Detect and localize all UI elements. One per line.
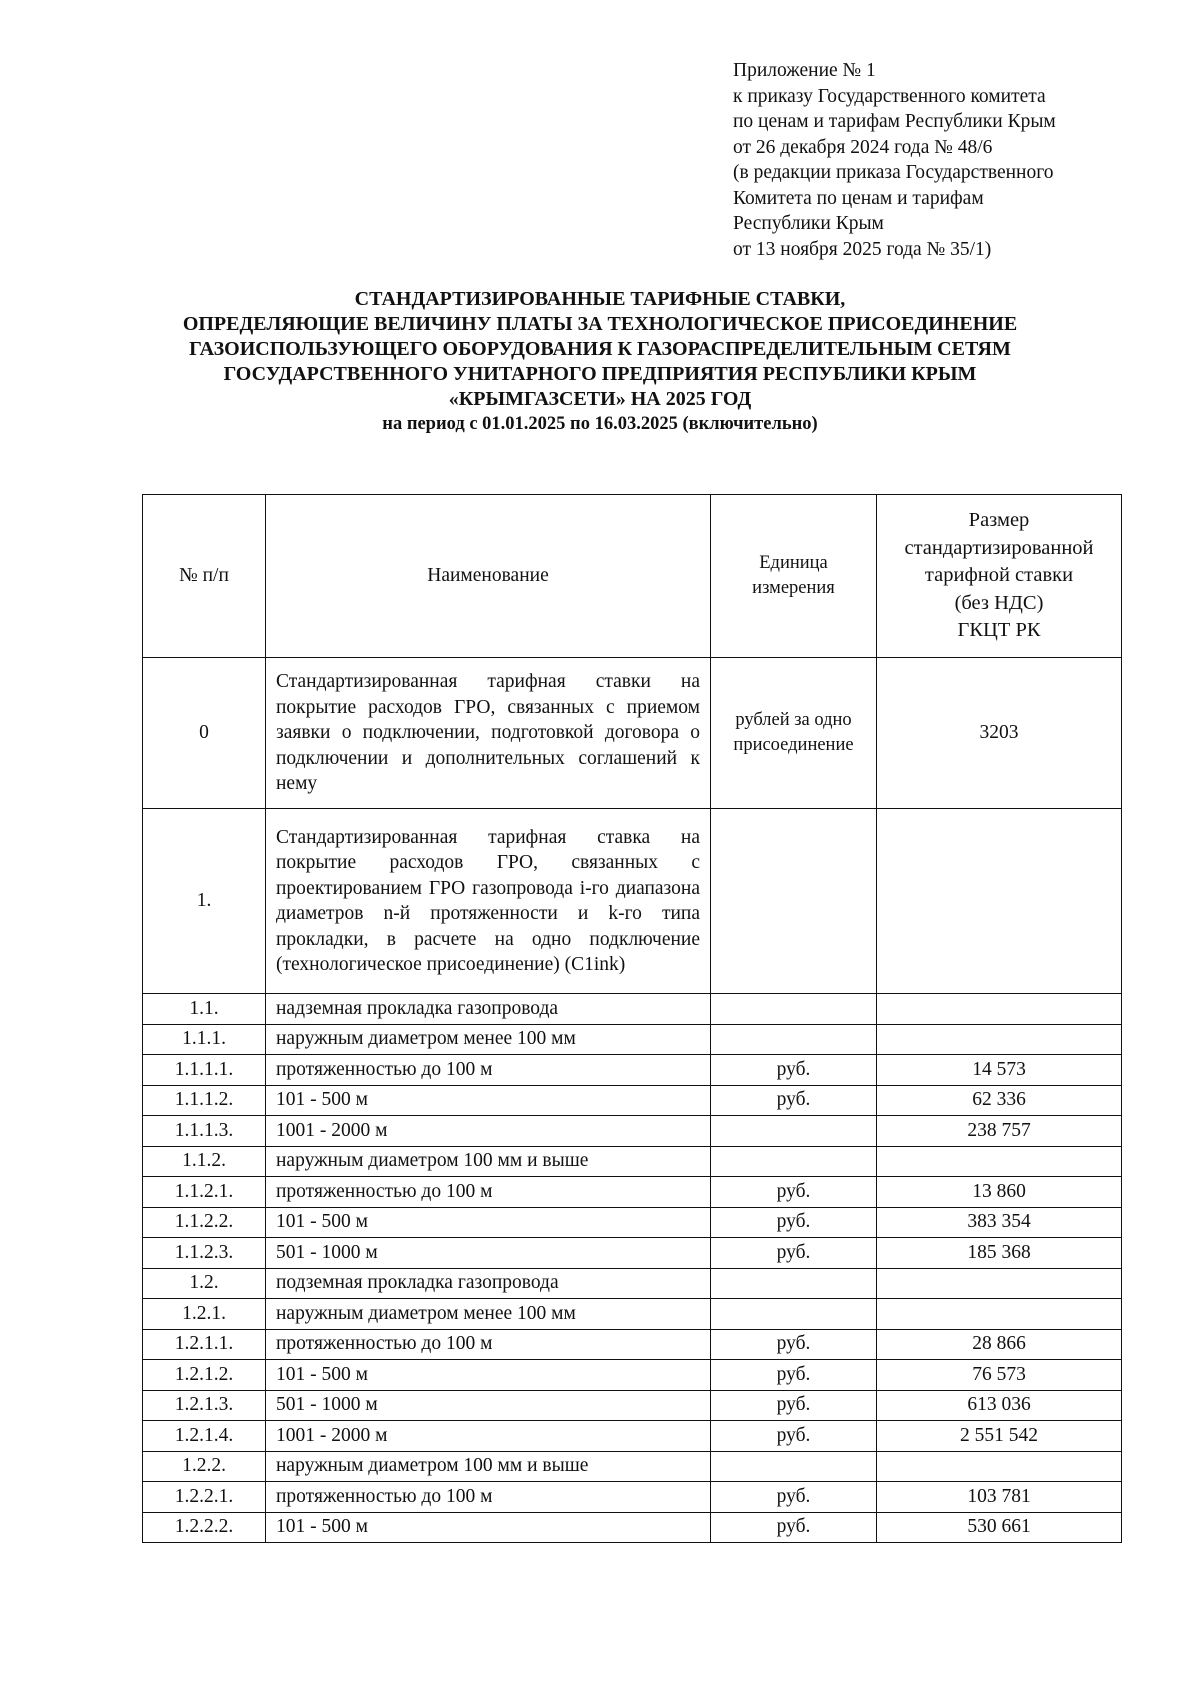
table-row bbox=[143, 1390, 1122, 1421]
appendix-header-line: к приказу Государственного комитета bbox=[733, 85, 1046, 107]
table-row bbox=[143, 1421, 1122, 1452]
row-num: 1.1.1.3. bbox=[143, 1116, 266, 1147]
row-value: 613 036 bbox=[877, 1390, 1122, 1421]
row-num: 1.1. bbox=[143, 994, 266, 1025]
row-unit bbox=[711, 1451, 877, 1482]
table-row bbox=[143, 1360, 1122, 1391]
table-row bbox=[143, 1238, 1122, 1269]
row-value: 62 336 bbox=[877, 1085, 1122, 1116]
title-line: СТАНДАРТИЗИРОВАННЫЕ ТАРИФНЫЕ СТАВКИ, bbox=[354, 288, 846, 310]
row-unit bbox=[711, 658, 877, 809]
row-name: протяженностью до 100 м bbox=[266, 1177, 711, 1208]
row-name: 101 - 500 м bbox=[266, 1360, 711, 1391]
row-value: 238 757 bbox=[877, 1116, 1122, 1147]
row-unit bbox=[711, 1299, 877, 1330]
document-title bbox=[0, 287, 1200, 436]
appendix-header-line: от 26 декабря 2024 года № 48/6 bbox=[733, 136, 993, 158]
row-unit bbox=[711, 1146, 877, 1177]
appendix-header-line: Приложение № 1 bbox=[733, 60, 876, 81]
table-row bbox=[143, 994, 1122, 1025]
row-name: 501 - 1000 м bbox=[266, 1238, 711, 1269]
row-unit: руб. bbox=[711, 1329, 877, 1360]
row-name: 101 - 500 м bbox=[266, 1512, 711, 1543]
row-value bbox=[877, 1299, 1122, 1330]
row-unit bbox=[711, 809, 877, 994]
table-header-row bbox=[143, 495, 1122, 658]
appendix-header bbox=[733, 58, 1173, 262]
row-name: подземная прокладка газопровода bbox=[266, 1268, 711, 1299]
row-num: 1.1.1.1. bbox=[143, 1055, 266, 1086]
header-rate-line: (без НДС) bbox=[954, 591, 1044, 614]
header-unit-line: измерения bbox=[752, 578, 835, 598]
row-unit: руб. bbox=[711, 1512, 877, 1543]
header-rate-line: ГКЦТ РК bbox=[957, 619, 1041, 642]
row-unit: руб. bbox=[711, 1390, 877, 1421]
row-name: 501 - 1000 м bbox=[266, 1390, 711, 1421]
row-name: Стандартизированная тарифная ставки на покрытие расходов ГРО, связанных с приемом заявки о подключении, подготовкой договора о подключении и дополнительных соглашений к нему bbox=[266, 658, 711, 809]
row-unit: руб. bbox=[711, 1177, 877, 1208]
tariff-table bbox=[142, 494, 1122, 1543]
row-value bbox=[877, 1268, 1122, 1299]
title-line: ГОСУДАРСТВЕННОГО УНИТАРНОГО ПРЕДПРИЯТИЯ РЕСПУБЛИКИ КРЫМ bbox=[223, 363, 977, 385]
header-unit-line: Единица bbox=[759, 553, 828, 573]
header-rate bbox=[877, 495, 1122, 658]
row-num: 1.2. bbox=[143, 1268, 266, 1299]
title-line: ОПРЕДЕЛЯЮЩИЕ ВЕЛИЧИНУ ПЛАТЫ ЗА ТЕХНОЛОГИЧЕСКОЕ ПРИСОЕДИНЕНИЕ bbox=[182, 313, 1018, 335]
table-row bbox=[143, 1177, 1122, 1208]
row-name: протяженностью до 100 м bbox=[266, 1482, 711, 1513]
row-num: 1.2.2.2. bbox=[143, 1512, 266, 1543]
row-num: 1.2.2. bbox=[143, 1451, 266, 1482]
appendix-header-line: Республики Крым bbox=[733, 213, 884, 234]
row-num: 1.1.2.1. bbox=[143, 1177, 266, 1208]
row-unit bbox=[711, 994, 877, 1025]
table-row bbox=[143, 1024, 1122, 1055]
row-value: 185 368 bbox=[877, 1238, 1122, 1269]
row-unit: руб. bbox=[711, 1482, 877, 1513]
header-rate-line: тарифной ставки bbox=[924, 564, 1074, 587]
row-num: 1.2.1.2. bbox=[143, 1360, 266, 1391]
row-unit: руб. bbox=[711, 1360, 877, 1391]
header-num: № п/п bbox=[143, 495, 266, 658]
table-row bbox=[143, 1146, 1122, 1177]
row-name: 101 - 500 м bbox=[266, 1207, 711, 1238]
row-name: наружным диаметром менее 100 мм bbox=[266, 1024, 711, 1055]
table-row bbox=[143, 1085, 1122, 1116]
row-unit: руб. bbox=[711, 1055, 877, 1086]
row-num: 1. bbox=[143, 809, 266, 994]
row-num: 0 bbox=[143, 658, 266, 809]
appendix-header-line: от 13 ноября 2025 года № 35/1) bbox=[733, 238, 992, 260]
row-unit bbox=[711, 1024, 877, 1055]
table-row bbox=[143, 1055, 1122, 1086]
row-name: Стандартизированная тарифная ставка на покрытие расходов ГРО, связанных с проектированием ГРО газопровода i-го диапазона диаметров n-й протяженности и k-го типа прокладки, в расчете на одно подключение (технологическое присоединение) (C1ink) bbox=[266, 809, 711, 994]
table-row bbox=[143, 1451, 1122, 1482]
row-value bbox=[877, 1024, 1122, 1055]
row-value bbox=[877, 809, 1122, 994]
table-row bbox=[143, 1329, 1122, 1360]
row-name: протяженностью до 100 м bbox=[266, 1055, 711, 1086]
row-num: 1.1.2.3. bbox=[143, 1238, 266, 1269]
row-name: наружным диаметром 100 мм и выше bbox=[266, 1146, 711, 1177]
row-value: 76 573 bbox=[877, 1360, 1122, 1391]
row-num: 1.1.2. bbox=[143, 1146, 266, 1177]
row-value: 383 354 bbox=[877, 1207, 1122, 1238]
table-row bbox=[143, 809, 1122, 994]
row-unit-line: рублей за одно bbox=[735, 710, 852, 730]
row-unit: руб. bbox=[711, 1085, 877, 1116]
table-row bbox=[143, 658, 1122, 809]
table-row bbox=[143, 1482, 1122, 1513]
row-unit: руб. bbox=[711, 1421, 877, 1452]
row-num: 1.2.1. bbox=[143, 1299, 266, 1330]
table-row bbox=[143, 1512, 1122, 1543]
row-value: 2 551 542 bbox=[877, 1421, 1122, 1452]
row-value: 14 573 bbox=[877, 1055, 1122, 1086]
table-row bbox=[143, 1207, 1122, 1238]
appendix-header-line: Комитета по ценам и тарифам bbox=[733, 187, 984, 209]
row-unit-line: присоединение bbox=[733, 735, 854, 755]
table-row bbox=[143, 1299, 1122, 1330]
row-unit: руб. bbox=[711, 1207, 877, 1238]
table-row bbox=[143, 1116, 1122, 1147]
row-name: наружным диаметром 100 мм и выше bbox=[266, 1451, 711, 1482]
row-num: 1.2.1.4. bbox=[143, 1421, 266, 1452]
appendix-header-line: (в редакции приказа Государственного bbox=[733, 162, 1054, 183]
row-name: 1001 - 2000 м bbox=[266, 1421, 711, 1452]
table-row bbox=[143, 1268, 1122, 1299]
row-num: 1.2.2.1. bbox=[143, 1482, 266, 1513]
row-num: 1.1.1.2. bbox=[143, 1085, 266, 1116]
title-line: ГАЗОИСПОЛЬЗУЮЩЕГО ОБОРУДОВАНИЯ К ГАЗОРАСПРЕДЕЛИТЕЛЬНЫМ СЕТЯМ bbox=[189, 338, 1011, 360]
header-name: Наименование bbox=[266, 495, 711, 658]
header-unit bbox=[711, 495, 877, 658]
row-unit bbox=[711, 1268, 877, 1299]
row-value: 28 866 bbox=[877, 1329, 1122, 1360]
row-num: 1.1.2.2. bbox=[143, 1207, 266, 1238]
row-value: 103 781 bbox=[877, 1482, 1122, 1513]
header-rate-line: стандартизированной bbox=[904, 536, 1094, 559]
row-name: 101 - 500 м bbox=[266, 1085, 711, 1116]
row-value bbox=[877, 994, 1122, 1025]
row-value: 530 661 bbox=[877, 1512, 1122, 1543]
row-value bbox=[877, 1451, 1122, 1482]
row-num: 1.2.1.3. bbox=[143, 1390, 266, 1421]
row-name: наружным диаметром менее 100 мм bbox=[266, 1299, 711, 1330]
row-name: надземная прокладка газопровода bbox=[266, 994, 711, 1025]
row-value: 13 860 bbox=[877, 1177, 1122, 1208]
appendix-header-line: по ценам и тарифам Республики Крым bbox=[733, 111, 1056, 132]
row-unit: руб. bbox=[711, 1238, 877, 1269]
row-value bbox=[877, 1146, 1122, 1177]
row-value: 3203 bbox=[877, 658, 1122, 809]
row-num: 1.1.1. bbox=[143, 1024, 266, 1055]
title-line: «КРЫМГАЗСЕТИ» НА 2025 ГОД bbox=[448, 388, 752, 410]
row-name: 1001 - 2000 м bbox=[266, 1116, 711, 1147]
row-unit bbox=[711, 1116, 877, 1147]
header-rate-line: Размер bbox=[968, 509, 1030, 532]
title-period: на период с 01.01.2025 по 16.03.2025 (включительно) bbox=[382, 414, 818, 434]
row-name: протяженностью до 100 м bbox=[266, 1329, 711, 1360]
row-num: 1.2.1.1. bbox=[143, 1329, 266, 1360]
